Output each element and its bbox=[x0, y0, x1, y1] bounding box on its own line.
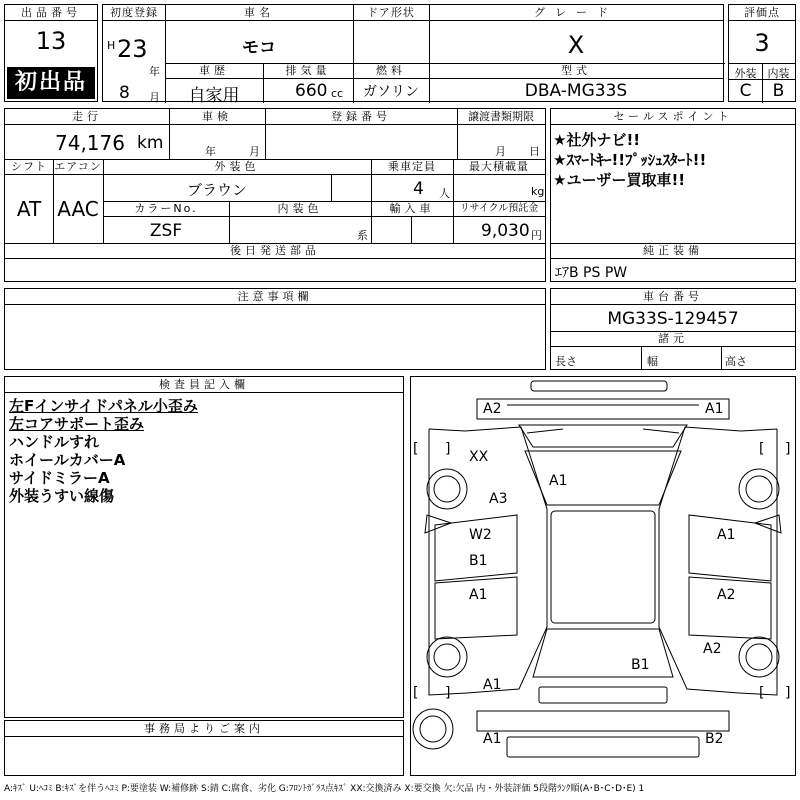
first-listing-badge: 初出品 bbox=[7, 67, 95, 99]
int-label: 内装 bbox=[767, 67, 790, 80]
reg-year: 23 bbox=[117, 35, 148, 63]
vehicle-detail-box bbox=[4, 108, 546, 282]
intcolor-label: 内装色 bbox=[229, 201, 371, 217]
score-value: 3 bbox=[754, 29, 770, 57]
regno-label: 登録番号 bbox=[265, 109, 457, 125]
inspector-line: 左コアサポート歪み bbox=[9, 415, 145, 433]
lot-box bbox=[4, 4, 98, 102]
height-label: 高さ bbox=[725, 355, 747, 368]
diagram-bracket: ] bbox=[785, 441, 791, 457]
diagram-bracket: ] bbox=[445, 685, 451, 701]
damage-mark: XX bbox=[469, 449, 489, 465]
spec-label: 諸元 bbox=[551, 331, 795, 347]
damage-mark: B1 bbox=[469, 553, 488, 569]
int-grade: B bbox=[772, 81, 785, 101]
color-label: 外装色 bbox=[103, 159, 371, 175]
chassis-box bbox=[550, 288, 796, 370]
damage-mark: A1 bbox=[549, 473, 568, 489]
year-unit: 年 bbox=[149, 65, 160, 78]
recycle-label: リサイクル預託金 bbox=[453, 201, 545, 217]
mileage-unit: km bbox=[137, 133, 164, 153]
later-parts-label: 後日発送部品 bbox=[5, 243, 545, 259]
reg-month: 8 bbox=[119, 83, 130, 103]
caution-box bbox=[4, 288, 546, 370]
inspector-box bbox=[4, 376, 404, 718]
sales-label: セールスポイント bbox=[551, 109, 795, 125]
recycle-value: 9,030 bbox=[481, 221, 530, 241]
diagram-bracket: [ bbox=[759, 441, 765, 457]
transfer-label: 譲渡書類期限 bbox=[457, 109, 545, 125]
grade-value: X bbox=[567, 31, 585, 59]
disp-label: 排気量 bbox=[263, 63, 353, 79]
shift-value: AT bbox=[16, 197, 42, 221]
score-label: 評価点 bbox=[729, 5, 795, 21]
ac-label: エアコン bbox=[54, 160, 102, 173]
intcolor-unit: 系 bbox=[357, 229, 368, 242]
damage-mark: A2 bbox=[483, 401, 502, 417]
inspector-label: 検査員記入欄 bbox=[5, 377, 403, 393]
chassis-label: 車台番号 bbox=[551, 289, 795, 305]
equip-value: ｴｱB PS PW bbox=[555, 265, 628, 281]
damage-mark: A1 bbox=[705, 401, 724, 417]
damage-mark: A2 bbox=[717, 587, 736, 603]
inspect-label: 車検 bbox=[169, 109, 265, 125]
ext-grade: C bbox=[739, 81, 752, 101]
damage-mark: W2 bbox=[469, 527, 492, 543]
lot-number: 13 bbox=[35, 27, 67, 55]
equip-label: 純正装備 bbox=[551, 243, 795, 259]
colorno-value: ZSF bbox=[149, 221, 183, 241]
chassis-value: MG33S-129457 bbox=[607, 309, 739, 329]
damage-mark: A1 bbox=[717, 527, 736, 543]
reg-label: 初度登録 bbox=[103, 5, 165, 21]
disp-value: 660 bbox=[295, 81, 328, 101]
model-label: 型式 bbox=[429, 63, 723, 79]
transfer-day: 日 bbox=[529, 145, 540, 158]
history-value: 自家用 bbox=[188, 86, 240, 106]
damage-diagram-box bbox=[410, 376, 796, 776]
inspector-line: 左Fインサイドパネル小歪み bbox=[9, 397, 198, 415]
main-info-box bbox=[102, 4, 724, 106]
diagram-bracket: ] bbox=[785, 685, 791, 701]
import-label: 輸入車 bbox=[371, 201, 453, 217]
damage-mark: A1 bbox=[483, 731, 502, 747]
shift-label: シフト bbox=[5, 159, 53, 175]
sales-points-box bbox=[550, 108, 796, 282]
colorno-label: カラーNo. bbox=[103, 201, 229, 217]
inspector-line: ハンドルすれ bbox=[9, 433, 100, 451]
disp-unit: cc bbox=[331, 87, 344, 100]
inspect-year: 年 bbox=[205, 145, 216, 158]
caution-label: 注意事項欄 bbox=[5, 289, 545, 305]
mileage-label: 走行 bbox=[5, 109, 169, 125]
inspector-line: 外装うすい線傷 bbox=[9, 487, 115, 505]
sales-point-2: ★ｽﾏｰﾄｷｰ!!ﾌﾟｯｼｭｽﾀｰﾄ!! bbox=[553, 151, 707, 169]
damage-mark: B1 bbox=[631, 657, 650, 673]
inspect-month: 月 bbox=[249, 145, 260, 158]
door-label: ドア形状 bbox=[353, 5, 429, 21]
seats-label: 乗車定員 bbox=[371, 159, 453, 175]
model-value: DBA-MG33S bbox=[524, 81, 628, 101]
color-value: ブラウン bbox=[186, 181, 247, 199]
recycle-unit: 円 bbox=[531, 229, 542, 242]
width-label: 幅 bbox=[647, 355, 658, 368]
fuel-value: ガソリン bbox=[363, 84, 419, 100]
diagram-bracket: [ bbox=[413, 441, 419, 457]
damage-mark: A1 bbox=[469, 587, 488, 603]
diagram-bracket: [ bbox=[759, 685, 765, 701]
transfer-month: 月 bbox=[495, 145, 506, 158]
ext-label: 外装 bbox=[734, 67, 757, 80]
diagram-bracket: [ bbox=[413, 685, 419, 701]
inspector-line: ホイールカバーA bbox=[9, 451, 126, 469]
load-label: 最大積載量 bbox=[453, 159, 545, 175]
seats-unit: 人 bbox=[439, 187, 450, 200]
fuel-label: 燃料 bbox=[353, 63, 429, 79]
month-unit: 月 bbox=[149, 91, 160, 104]
sales-point-3: ★ユーザー買取車!! bbox=[553, 171, 686, 189]
damage-mark: A3 bbox=[489, 491, 508, 507]
lot-label: 出品番号 bbox=[5, 5, 97, 21]
mileage-value: 74,176 bbox=[55, 131, 125, 155]
office-box bbox=[4, 720, 404, 776]
car-name: モコ bbox=[242, 38, 276, 58]
office-label: 事務局よりご案内 bbox=[5, 721, 403, 737]
damage-mark: A2 bbox=[703, 641, 722, 657]
score-box bbox=[728, 4, 796, 102]
history-label: 車歴 bbox=[165, 63, 263, 79]
ac-value: AAC bbox=[57, 197, 99, 221]
legend-text: A:ｷｽﾞ U:ﾍｺﾐ B:ｷｽﾞを伴うﾍｺﾐ P:要塗装 W:補修跡 S:錆 C:腐食、劣化 G:ﾌﾛﾝﾄｶﾞﾗｽ点ｷｽﾞ XX:交換済み X:要交換 欠:欠品 内・外装評価 5段階ﾗﾝｸ順(A･B･C･D･E) 1 bbox=[4, 784, 645, 794]
grade-label: グレード bbox=[429, 5, 723, 21]
diagram-bracket: ] bbox=[445, 441, 451, 457]
sales-point-1: ★社外ナビ!! bbox=[553, 131, 641, 149]
length-label: 長さ bbox=[555, 355, 577, 368]
car-diagram bbox=[411, 377, 795, 775]
seats-value: 4 bbox=[413, 179, 424, 199]
damage-mark: B2 bbox=[705, 731, 724, 747]
era-mark: H bbox=[107, 39, 116, 52]
name-label: 車名 bbox=[165, 5, 353, 21]
damage-mark: A1 bbox=[483, 677, 502, 693]
load-unit: kg bbox=[531, 185, 545, 198]
inspector-line: サイドミラーA bbox=[9, 469, 110, 487]
